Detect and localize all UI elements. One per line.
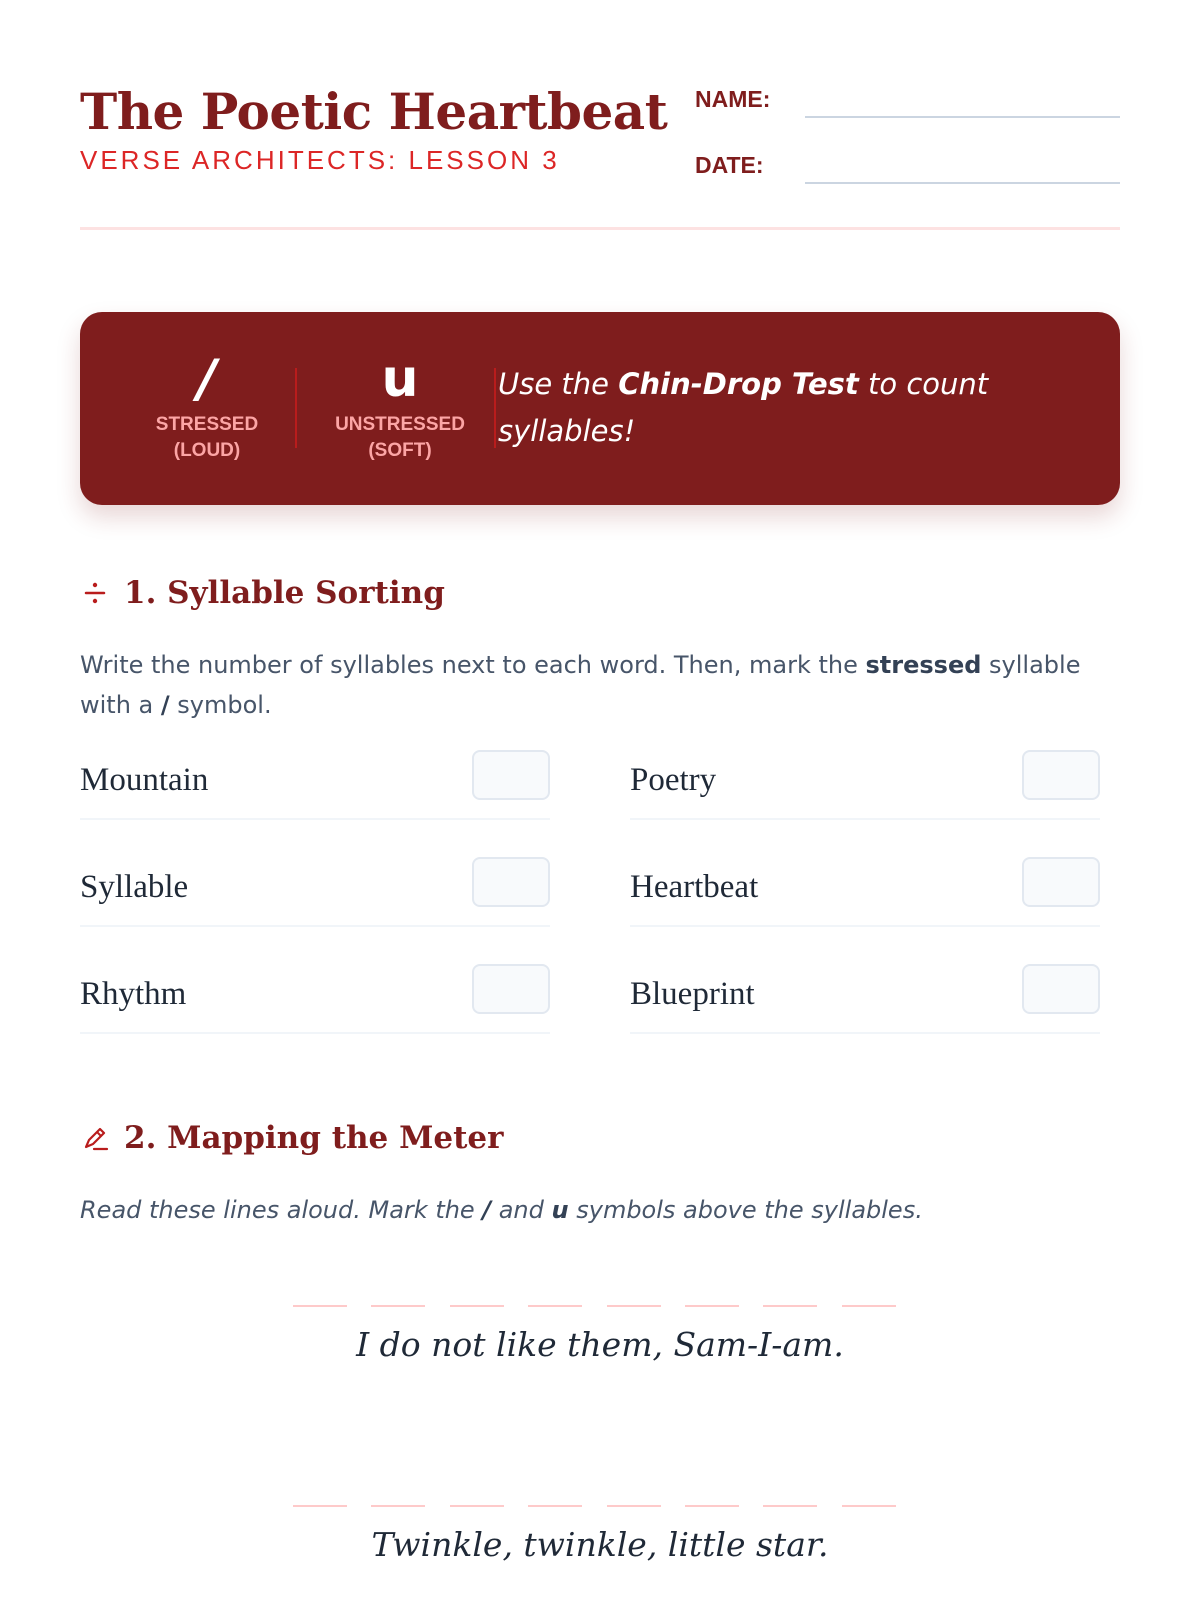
word-label: Mountain bbox=[80, 762, 209, 798]
instruction-text: Read these lines aloud. Mark the bbox=[80, 1196, 483, 1224]
stressed-label: STRESSED (LOUD) bbox=[155, 414, 259, 461]
instruction-text: and bbox=[491, 1196, 552, 1224]
stress-mark-slot[interactable] bbox=[450, 1505, 504, 1507]
stress-mark-slot[interactable] bbox=[842, 1505, 896, 1507]
date-input-line[interactable] bbox=[805, 182, 1120, 184]
instruction-emphasis: / bbox=[160, 691, 170, 719]
word-label: Blueprint bbox=[630, 976, 755, 1012]
syllable-count-input[interactable] bbox=[1022, 857, 1100, 907]
instruction-text: Write the number of syllables next to each word. Then, mark the bbox=[80, 651, 866, 679]
worksheet-header bbox=[80, 0, 1120, 230]
tip-text: Use the bbox=[498, 367, 619, 401]
word-label: Heartbeat bbox=[630, 869, 759, 905]
word-label: Rhythm bbox=[80, 976, 187, 1012]
instruction-emphasis: u bbox=[551, 1196, 569, 1224]
instruction-emphasis: stressed bbox=[865, 651, 982, 679]
name-input-line[interactable] bbox=[805, 116, 1120, 118]
syllable-count-input[interactable] bbox=[472, 750, 550, 800]
stress-mark-slot[interactable] bbox=[842, 1305, 896, 1307]
divide-icon bbox=[80, 578, 110, 608]
stress-mark-slot[interactable] bbox=[293, 1505, 347, 1507]
name-label: NAME: bbox=[695, 86, 771, 112]
syllable-count-input[interactable] bbox=[1022, 964, 1100, 1014]
section-heading-syllable-sorting bbox=[80, 575, 445, 611]
verse-line: I do not like them, Sam-I-am. bbox=[356, 1325, 844, 1364]
word-label: Syllable bbox=[80, 869, 189, 905]
word-label: Poetry bbox=[630, 762, 717, 798]
stress-mark-slot[interactable] bbox=[763, 1305, 817, 1307]
word-row bbox=[80, 964, 550, 1034]
worksheet-title: The Poetic Heartbeat bbox=[80, 82, 668, 141]
word-row bbox=[80, 857, 550, 927]
syllable-sorting-instructions bbox=[80, 645, 1120, 725]
instruction-text: syllable with a bbox=[80, 651, 1081, 719]
syllable-count-input[interactable] bbox=[472, 857, 550, 907]
legend-divider bbox=[494, 368, 496, 448]
stress-mark-slot[interactable] bbox=[450, 1305, 504, 1307]
stressed-legend bbox=[142, 350, 272, 464]
stress-mark-slots bbox=[293, 1305, 913, 1309]
date-field bbox=[695, 146, 1120, 186]
unstressed-label: UNSTRESSED (SOFT) bbox=[335, 414, 465, 461]
section-title: 2. Mapping the Meter bbox=[124, 1120, 504, 1156]
stress-mark-slot[interactable] bbox=[607, 1305, 661, 1307]
mapping-meter-instructions bbox=[80, 1190, 1120, 1230]
instruction-text: symbols above the syllables. bbox=[568, 1196, 923, 1224]
stress-mark-slot[interactable] bbox=[607, 1505, 661, 1507]
syllable-count-input[interactable] bbox=[472, 964, 550, 1014]
tip-text: to count syllables! bbox=[498, 367, 989, 448]
stress-mark-slot[interactable] bbox=[371, 1305, 425, 1307]
verse-line: Twinkle, twinkle, little star. bbox=[371, 1525, 829, 1564]
word-row bbox=[630, 964, 1100, 1034]
chin-drop-tip bbox=[498, 361, 1018, 455]
stress-mark-slots bbox=[293, 1505, 913, 1509]
stress-mark-slot[interactable] bbox=[528, 1305, 582, 1307]
instruction-emphasis: / bbox=[482, 1196, 492, 1224]
stress-mark-slot[interactable] bbox=[685, 1305, 739, 1307]
name-field bbox=[695, 80, 1120, 120]
stress-mark-slot[interactable] bbox=[763, 1505, 817, 1507]
legend-divider bbox=[295, 368, 297, 448]
stress-mark-slot[interactable] bbox=[528, 1505, 582, 1507]
stressed-symbol: / bbox=[197, 349, 217, 409]
stress-mark-slot[interactable] bbox=[293, 1305, 347, 1307]
date-label: DATE: bbox=[695, 152, 764, 178]
section-heading-mapping-meter bbox=[80, 1120, 503, 1156]
syllable-count-input[interactable] bbox=[1022, 750, 1100, 800]
word-row bbox=[80, 750, 550, 820]
unstressed-symbol: u bbox=[381, 349, 419, 409]
stress-legend-box bbox=[80, 312, 1120, 505]
instruction-text: symbol. bbox=[169, 691, 272, 719]
word-row bbox=[630, 857, 1100, 927]
stress-mark-slot[interactable] bbox=[685, 1505, 739, 1507]
word-row bbox=[630, 750, 1100, 820]
pen-icon bbox=[80, 1123, 110, 1153]
tip-emphasis: Chin-Drop Test bbox=[618, 367, 859, 401]
stress-mark-slot[interactable] bbox=[371, 1505, 425, 1507]
unstressed-legend bbox=[320, 350, 480, 464]
lesson-subtitle: VERSE ARCHITECTS: LESSON 3 bbox=[80, 145, 560, 175]
section-title: 1. Syllable Sorting bbox=[124, 575, 445, 611]
